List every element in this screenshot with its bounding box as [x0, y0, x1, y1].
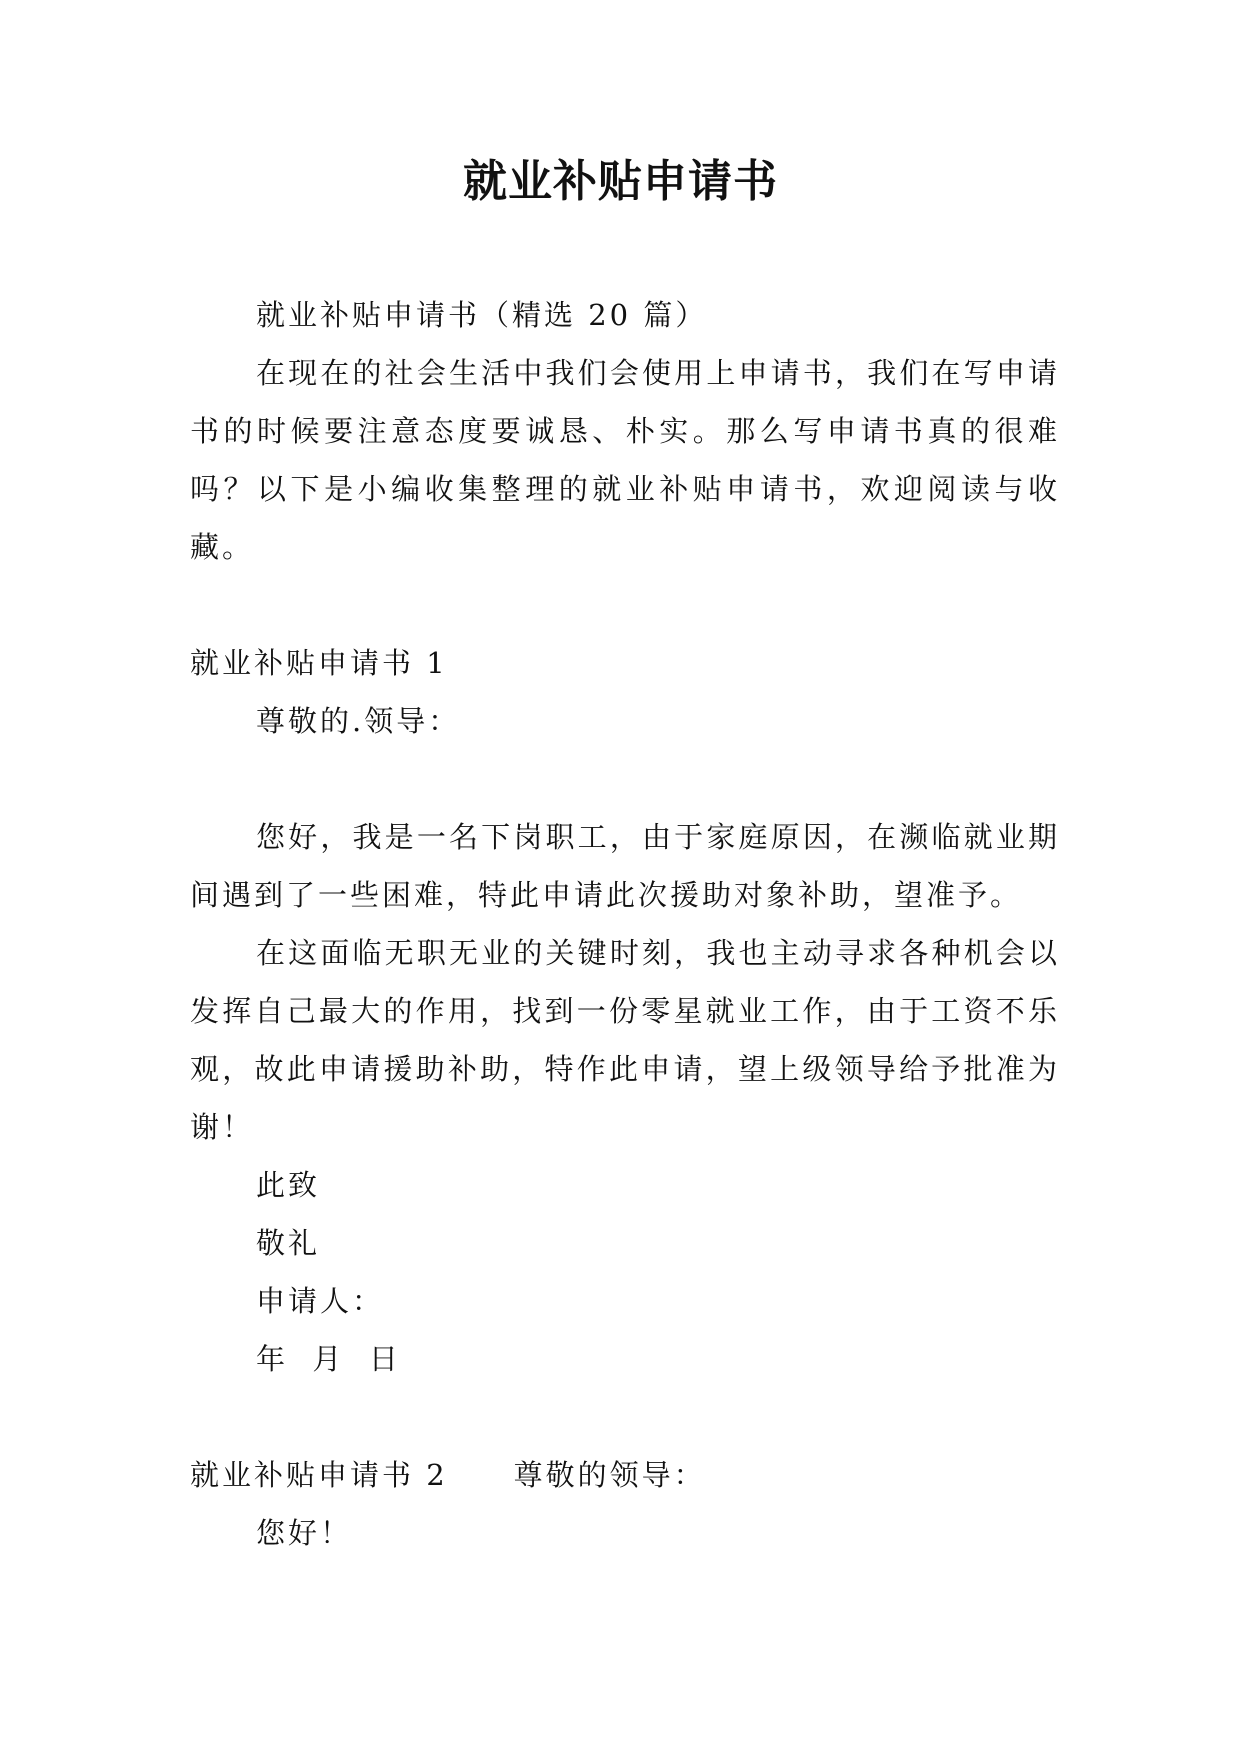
section-2-heading: 就业补贴申请书 2: [190, 1458, 448, 1492]
applicant-line: 申请人：: [256, 1284, 385, 1318]
section-1-heading: 就业补贴申请书 1: [190, 646, 448, 680]
spacer: [190, 1388, 1060, 1446]
closing-line-1: 此致: [256, 1168, 321, 1202]
document-title: 就业补贴申请书: [463, 156, 778, 207]
section-1-paragraph-2: 在这面临无职无业的关键时刻，我也主动寻求各种机会以发挥自己最大的作用，找到一份零星就业工作，由于工资不乐观，故此申请援助补助，特作此申请，望上级领导给予批准为谢！: [190, 936, 1060, 1144]
spacer: [190, 576, 1060, 634]
document-body: [190, 286, 1060, 1562]
section-1-paragraph-1: 您好，我是一名下岗职工，由于家庭原因，在濒临就业期间遇到了一些困难，特此申请此次援助对象补助，望准予。: [190, 820, 1060, 912]
intro-paragraph: 在现在的社会生活中我们会使用上申请书，我们在写申请书的时候要注意态度要诚恳、朴实。那么写申请书真的很难吗？以下是小编收集整理的就业补贴申请书，欢迎阅读与收藏。: [190, 356, 1060, 564]
section-2-salutation: 尊敬的领导：: [513, 1458, 706, 1492]
section-2-heading-row: [190, 1446, 1060, 1504]
spacer: [190, 750, 1060, 808]
section-1-salutation: 尊敬的.领导：: [256, 704, 461, 738]
document-subtitle: 就业补贴申请书（精选 20 篇）: [256, 298, 708, 332]
closing-line-2: 敬礼: [256, 1226, 321, 1260]
section-2-greeting: 您好！: [256, 1516, 353, 1550]
date-line: 年 月 日: [256, 1342, 401, 1376]
